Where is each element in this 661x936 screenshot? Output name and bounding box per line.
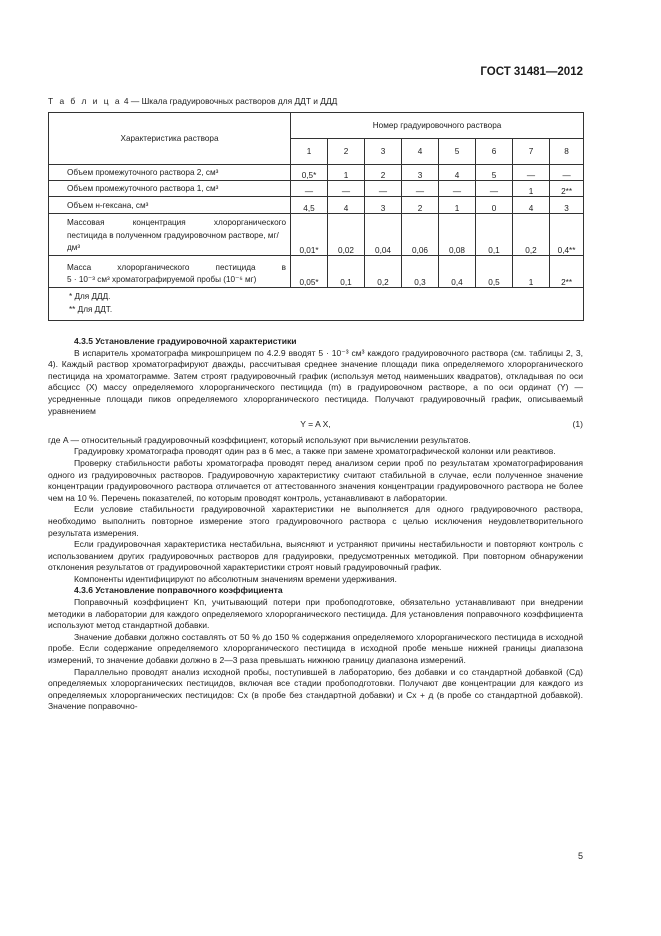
row-label: Объем н-гексана, см³: [49, 197, 291, 214]
cell: 3: [402, 165, 439, 181]
cell: —: [402, 181, 439, 197]
paragraph: Компоненты идентифицируют по абсолютным значениям времени удерживания.: [74, 573, 397, 584]
cell: 4: [328, 197, 365, 214]
cell: 3: [365, 197, 402, 214]
paragraph-where: где A — относительный градуировочный коэффициент, который используют при вычислении результатов.: [48, 434, 471, 445]
cell: 0,06: [402, 214, 439, 256]
cell: 0,4**: [550, 214, 584, 256]
table-row: [49, 256, 584, 288]
header-number: 8: [550, 139, 584, 165]
cell: 4: [513, 197, 550, 214]
cell: 1: [513, 181, 550, 197]
table-caption-word: Т а б л и ц а: [48, 96, 122, 106]
cell: 1: [513, 256, 550, 288]
cell: 5: [476, 165, 513, 181]
row-label: Объем промежуточного раствора 1, см³: [49, 181, 291, 197]
cell: —: [439, 181, 476, 197]
table-row: [49, 165, 584, 181]
header-number: 1: [291, 139, 328, 165]
row-label: [49, 256, 291, 288]
row-label-line: 5 · 10⁻³ см³ хроматографируемой пробы (10⁻⁶ мг): [67, 274, 257, 284]
paragraph: В испаритель хроматографа микрошприцем по 4.2.9 вводят 5 · 10⁻³ см³ каждого градуировочного раствора (см. таблицы 2, 3, 4). Каждый раствор хроматографируют дважды, рассчитывая среднее значение площади пика определяемого хлорорганического пестицида на хроматограмме. Затем строят градуировочный график (используя метод наименьших квадратов), откладывая по оси абсцисс (X) массу определяемого хлорорганического пестицида (m) в градуировочном растворе, а по оси ординат (Y) — усредненные площади пиков определяемого хлорорганического пестицида. Получают градуировочный график, описываемый уравнением: [48, 347, 583, 416]
cell: 0,05*: [291, 256, 328, 288]
paragraph: Градуировку хроматографа проводят один раз в 6 мес, а также при замене хроматографической колонки или реактивов.: [74, 446, 556, 457]
cell: —: [550, 165, 584, 181]
row-label: Объем промежуточного раствора 2, см³: [49, 165, 291, 181]
document-body: [48, 336, 583, 713]
table-row: [49, 181, 584, 197]
cell: 0,5*: [291, 165, 328, 181]
cell: 1: [328, 165, 365, 181]
cell: 2: [402, 197, 439, 214]
cell: —: [365, 181, 402, 197]
row-label-line: Массовая концентрация хлорорганического: [67, 218, 286, 228]
header-number: 6: [476, 139, 513, 165]
cell: —: [291, 181, 328, 197]
row-label: [49, 214, 291, 256]
cell: —: [476, 181, 513, 197]
cell: 2: [365, 165, 402, 181]
header-number: 4: [402, 139, 439, 165]
equation-number: (1): [572, 419, 583, 430]
header-number: 3: [365, 139, 402, 165]
cell: 0,02: [328, 214, 365, 256]
cell: 0: [476, 197, 513, 214]
section-heading-4-3-5: 4.3.5 Установление градуировочной характеристики: [74, 336, 297, 346]
paragraph: Параллельно проводят анализ исходной пробы, поступившей в лабораторию, без добавки и со стандартной добавкой (Cд) определяемых хлорорганических пестицидов, включая все стадии пробоподготовки. Получают две концентрации для каждого из определяемых хлорорганических пестицидов: Cх (в пробе без стандартной добавки) и Cх + д (в пробе со стандартной добавкой). Значение поправочно-: [48, 666, 583, 712]
row-label-line: пестицида в полученном градуировочном растворе, мг/дм³: [67, 230, 279, 252]
paragraph: Проверку стабильности работы хроматографа проводят перед анализом серии проб по результатам хроматографирования одного из градуировочных растворов. Градуировочную характеристику считают стабильной в случае, если полученное значение концентрации градуировочного раствора отличается от аттестованного значения концентрации градуировочного раствора не более чем на 10 %. Перечень показателей, по которым проводят контроль, устанавливают в лаборатории.: [48, 457, 583, 503]
section-heading-4-3-6: 4.3.6 Установление поправочного коэффициента: [74, 585, 283, 596]
cell: 0,1: [328, 256, 365, 288]
footnote: ** Для ДДТ.: [69, 304, 113, 314]
row-label-line: Масса хлорорганического пестицида в: [67, 262, 286, 272]
header-number: 2: [328, 139, 365, 165]
table-row: [49, 214, 584, 256]
paragraph: Значение добавки должно составлять от 50 % до 150 % содержания определяемого хлорорганического пестицида в исходной пробе. Если содержание определяемого хлорорганического пестицида в исходной пробе меньше нижней границы диапазона измерений, то значение добавки должно в 2—3 раза превышать нижнюю границу диапазона измерений.: [48, 631, 583, 666]
cell: 0,4: [439, 256, 476, 288]
cell: 0,5: [476, 256, 513, 288]
table-row: [49, 197, 584, 214]
cell: —: [328, 181, 365, 197]
cell: 0,08: [439, 214, 476, 256]
cell: 0,01*: [291, 214, 328, 256]
table-footnotes: [49, 288, 584, 321]
header-characteristic: Характеристика раствора: [49, 113, 291, 165]
cell: 0,3: [402, 256, 439, 288]
cell: —: [513, 165, 550, 181]
footnote: * Для ДДД.: [69, 292, 111, 301]
equation-formula: Y = A X,: [300, 419, 331, 430]
cell: 0,1: [476, 214, 513, 256]
paragraph: Поправочный коэффициент Kп, учитывающий потери при пробоподготовке, обязательно устанавливают при внедрении методики в лаборатории для каждого определяемого хлорорганического пестицида. Для установления поправочного коэффициента используют метод стандартной добавки.: [48, 597, 583, 631]
table-footnotes-row: [49, 288, 584, 321]
header-solution-number: Номер градуировочного раствора: [291, 113, 584, 139]
equation: [48, 419, 583, 431]
cell: 0,2: [365, 256, 402, 288]
cell: 1: [439, 197, 476, 214]
paragraph: Если градуировочная характеристика нестабильна, выясняют и устраняют причины нестабильности и повторяют контроль с использованием других градуировочных растворов для градуировки, предусмотренных методикой. При повторном обнаружении отклонения результатов от градуировочной характеристики строят новый градуировочный график.: [48, 539, 583, 573]
document-code-header: ГОСТ 31481—2012: [480, 66, 583, 78]
header-number: 5: [439, 139, 476, 165]
cell: 3: [550, 197, 584, 214]
calibration-table: [48, 112, 584, 321]
cell: 4,5: [291, 197, 328, 214]
cell: 0,2: [513, 214, 550, 256]
table-caption: [48, 96, 337, 106]
cell: 2**: [550, 256, 584, 288]
cell: 4: [439, 165, 476, 181]
cell: 2**: [550, 181, 584, 197]
header-number: 7: [513, 139, 550, 165]
table-caption-title: 4 — Шкала градуировочных растворов для ДДТ и ДДД: [123, 96, 338, 106]
cell: 0,04: [365, 214, 402, 256]
paragraph: Если условие стабильности градуировочной характеристики не выполняется для одного градуировочного раствора, необходимо выполнить повторное измерение этого градуировочного раствора с целью исключения неудовлетворительного результата измерения.: [48, 504, 583, 538]
page-number: 5: [577, 851, 583, 861]
